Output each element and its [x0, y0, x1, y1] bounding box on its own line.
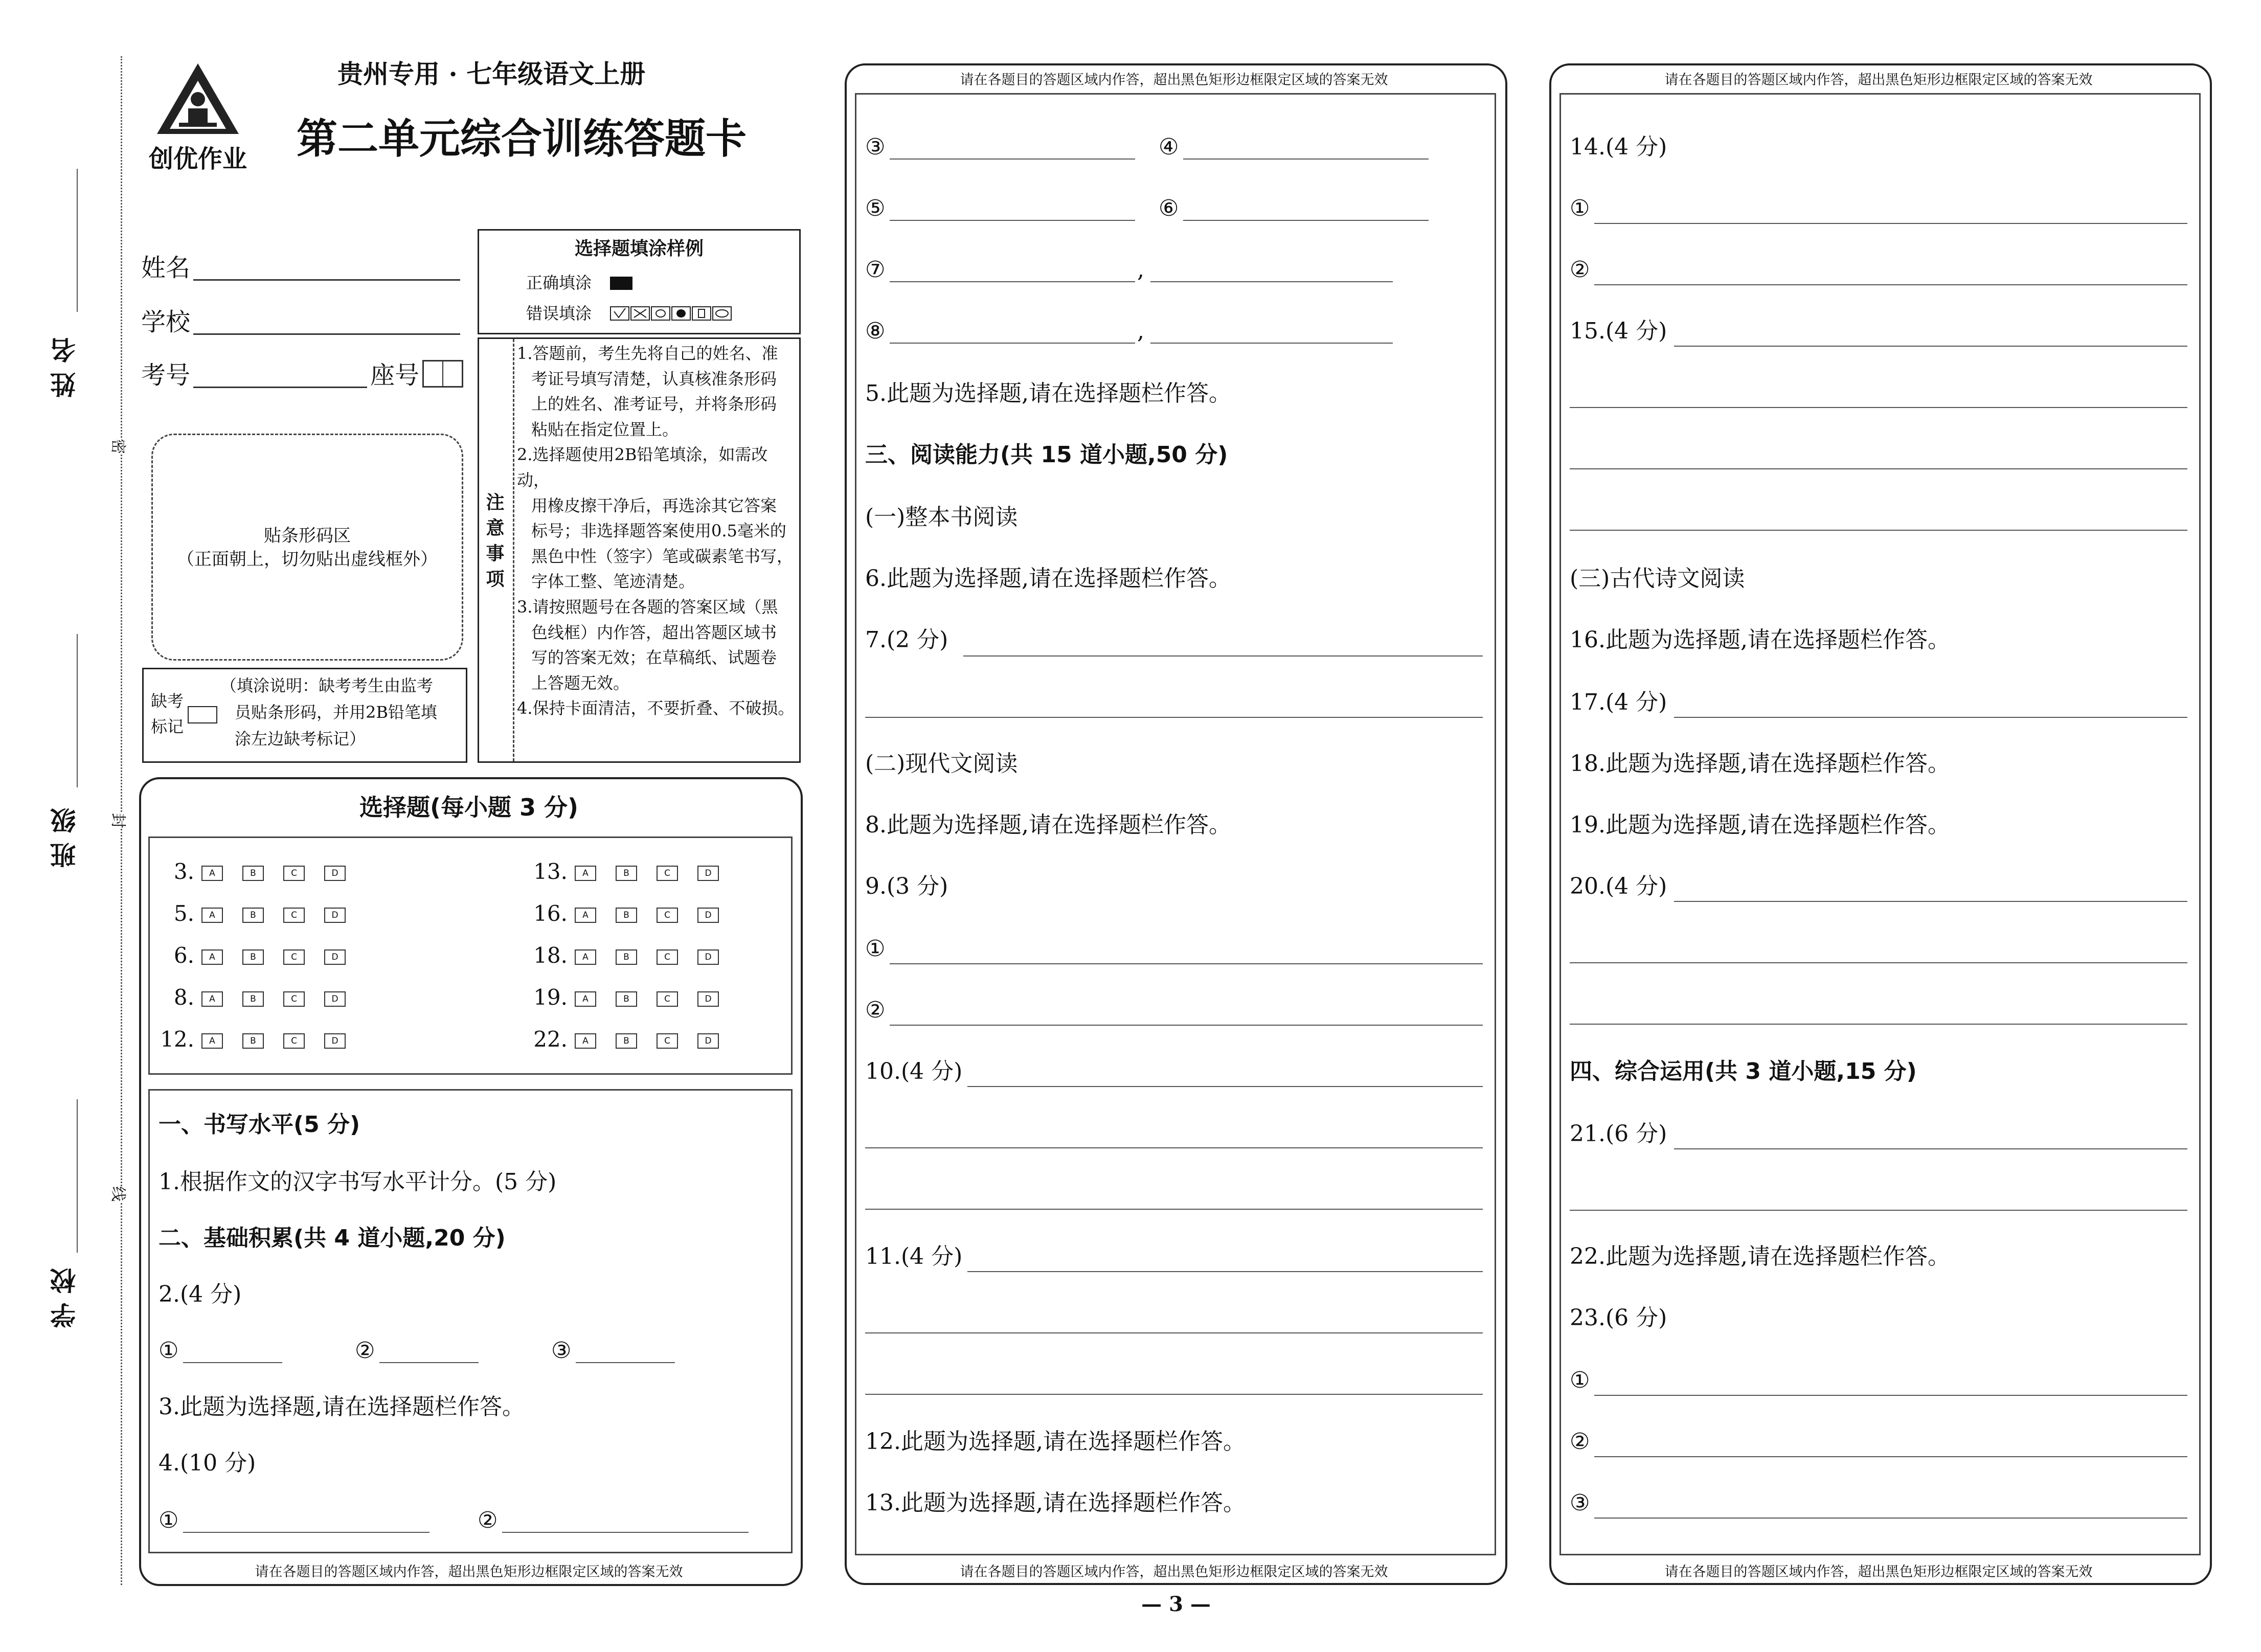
- q10-line-2[interactable]: [865, 1147, 1483, 1148]
- q14-text: 14.(4 分): [1570, 134, 1667, 160]
- choice-bubble[interactable]: A: [201, 949, 223, 965]
- q9-text: 9.(3 分): [865, 873, 948, 899]
- choice-title: 选择题(每小题 3 分): [359, 794, 579, 821]
- choice-bubble[interactable]: A: [201, 991, 223, 1007]
- choice-question-number: 13.: [533, 859, 568, 884]
- choice-bubble[interactable]: A: [575, 991, 596, 1007]
- q2-blank-1-label: ①: [159, 1338, 179, 1364]
- q22-text: 22.此题为选择题,请在选择题栏作答。: [1570, 1243, 1950, 1270]
- seal-xian: 线: [109, 1186, 127, 1202]
- section1-title: 一、书写水平(5 分): [159, 1112, 360, 1138]
- q10-line-3[interactable]: [865, 1209, 1483, 1210]
- q23-blank-1[interactable]: [1594, 1395, 2187, 1396]
- blank-5-label: ⑤: [865, 195, 886, 221]
- q21-text: 21.(6 分): [1570, 1121, 1667, 1147]
- blank-6[interactable]: [1183, 220, 1429, 221]
- q11-line-1[interactable]: [967, 1271, 1483, 1272]
- warning-header-3: 请在各题目的答题区域内作答，超出黑色矩形边框限定区域的答案无效: [1664, 72, 2093, 88]
- q4-blank-2-label: ②: [478, 1507, 498, 1533]
- choice-bubble[interactable]: A: [575, 949, 596, 965]
- choice-bubble[interactable]: C: [657, 991, 678, 1007]
- q20-line-1[interactable]: [1674, 901, 2187, 902]
- notice-line: 写的答案无效；在草稿纸、试题卷: [531, 648, 777, 668]
- fill-sample-correct-mark: [610, 277, 632, 290]
- q4-blank-2[interactable]: [502, 1532, 749, 1533]
- choice-question-number: 16.: [533, 901, 568, 926]
- q9-blank-2-label: ②: [865, 997, 886, 1023]
- choice-bubble[interactable]: B: [616, 908, 637, 923]
- choice-bubble[interactable]: D: [324, 908, 346, 923]
- choice-bubble[interactable]: B: [242, 866, 264, 881]
- choice-question-number: 5.: [173, 901, 194, 926]
- fill-sample-wrong-marks: [610, 305, 733, 322]
- q11-text: 11.(4 分): [865, 1243, 963, 1270]
- blank-8-comma: ,: [1137, 318, 1144, 344]
- barcode-area-title: 贴条形码区: [264, 526, 351, 546]
- q19-text: 19.此题为选择题,请在选择题栏作答。: [1570, 812, 1950, 838]
- choice-row: [159, 943, 365, 968]
- notice-line: 1.答题前，考生先将自己的姓名、准: [517, 344, 778, 363]
- info-exam-no-field[interactable]: [193, 387, 367, 388]
- q9-blank-1-label: ①: [865, 936, 886, 962]
- q16-text: 16.此题为选择题,请在选择题栏作答。: [1570, 627, 1950, 653]
- choice-bubble[interactable]: A: [575, 866, 596, 881]
- choice-bubble[interactable]: C: [657, 866, 678, 881]
- q14-blank-2-label: ②: [1570, 257, 1590, 283]
- q18-text: 18.此题为选择题,请在选择题栏作答。: [1570, 751, 1950, 777]
- choice-row: [532, 943, 738, 968]
- margin-name-line: [77, 169, 78, 312]
- barcode-area-note: （正面朝上，切勿贴出虚线框外）: [177, 549, 438, 570]
- blank-7-label: ⑦: [865, 257, 886, 283]
- blank-3-label: ③: [865, 134, 886, 160]
- q23-blank-2-label: ②: [1570, 1429, 1590, 1455]
- subsection3-title: (三)古代诗文阅读: [1570, 565, 1745, 592]
- q15-line-2[interactable]: [1570, 407, 2187, 408]
- q2-blank-2-label: ②: [355, 1338, 375, 1364]
- q12-text: 12.此题为选择题,请在选择题栏作答。: [865, 1429, 1246, 1455]
- choice-question-number: 12.: [160, 1027, 194, 1052]
- notice-line: 色线框）内作答，超出答题区域书: [531, 622, 777, 642]
- margin-school-label: 学 校: [50, 1268, 80, 1328]
- choice-bubble[interactable]: D: [324, 1033, 346, 1049]
- info-exam-no-label: 考号: [141, 361, 191, 390]
- choice-bubble[interactable]: D: [697, 1033, 719, 1049]
- absent-note-2: 员贴条形码，并用2B铅笔填: [235, 703, 437, 722]
- q20-text: 20.(4 分): [1570, 873, 1667, 899]
- notice-line: 考证号填写清楚，认真核准条形码: [531, 369, 777, 389]
- choice-row: [159, 1027, 365, 1052]
- page-number: — 3 —: [1141, 1592, 1211, 1616]
- q10-line-1[interactable]: [967, 1086, 1483, 1087]
- margin-name-label: 姓 名: [50, 337, 80, 398]
- notice-line: 4.保持卡面清洁，不要折叠、不破损。: [517, 698, 795, 718]
- info-seat-no-label: 座号: [370, 361, 420, 390]
- q9-blank-1[interactable]: [890, 963, 1483, 964]
- warning-footer-2: 请在各题目的答题区域内作答，超出黑色矩形边框限定区域的答案无效: [960, 1564, 1388, 1580]
- choice-bubble[interactable]: C: [283, 866, 305, 881]
- notice-line: 字体工整、笔迹清楚。: [531, 572, 695, 592]
- choice-question-number: 3.: [173, 859, 194, 884]
- choice-bubble[interactable]: C: [657, 949, 678, 965]
- choice-bubble[interactable]: A: [575, 1033, 596, 1049]
- q17-text: 17.(4 分): [1570, 689, 1667, 715]
- choice-bubble[interactable]: D: [697, 949, 719, 965]
- subsection2-title: (二)现代文阅读: [865, 751, 1018, 777]
- notice-label: 注意事项: [483, 492, 504, 595]
- choice-question-number: 19.: [533, 985, 568, 1010]
- choice-bubble[interactable]: C: [657, 1033, 678, 1049]
- q11-line-3[interactable]: [865, 1394, 1483, 1395]
- margin-class-line: [77, 634, 78, 787]
- q23-text: 23.(6 分): [1570, 1305, 1667, 1331]
- notice-label-line: [513, 339, 514, 761]
- notice-line: 标号；非选择题答案使用0.5毫米的: [531, 521, 786, 541]
- q7-text: 7.(2 分): [865, 627, 948, 653]
- blank-3[interactable]: [890, 159, 1135, 160]
- q14-blank-1-label: ①: [1570, 195, 1590, 221]
- fill-sample-wrong: 错误填涂: [526, 304, 592, 323]
- info-seat-no-box[interactable]: [422, 360, 463, 388]
- q14-blank-1[interactable]: [1594, 223, 2187, 224]
- section4-title: 四、综合运用(共 3 道小题,15 分): [1570, 1058, 1917, 1084]
- info-school-field[interactable]: [193, 333, 460, 335]
- choice-bubble[interactable]: B: [242, 1033, 264, 1049]
- blank-8-label: ⑧: [865, 318, 886, 344]
- choice-bubble[interactable]: C: [283, 1033, 305, 1049]
- choice-bubble[interactable]: A: [575, 908, 596, 923]
- absent-note-3: 涂左边缺考标记）: [235, 729, 366, 749]
- info-name-label: 姓名: [141, 254, 191, 282]
- section2-title: 二、基础积累(共 4 道小题,20 分): [159, 1225, 506, 1251]
- q11-line-2[interactable]: [865, 1332, 1483, 1333]
- absent-label-2: 标记: [151, 717, 184, 736]
- q10-text: 10.(4 分): [865, 1058, 963, 1084]
- notice-box: [478, 337, 801, 763]
- choice-bubble[interactable]: D: [697, 866, 719, 881]
- choice-row: [159, 859, 365, 884]
- choice-row: [159, 985, 365, 1010]
- q4-text: 4.(10 分): [159, 1450, 256, 1476]
- notice-content: [517, 341, 797, 721]
- choice-bubble[interactable]: D: [697, 908, 719, 923]
- choice-bubble[interactable]: D: [324, 866, 346, 881]
- choice-question-number: 18.: [533, 943, 568, 968]
- absent-label-1: 缺考: [151, 691, 184, 711]
- q14-blank-2[interactable]: [1594, 284, 2187, 285]
- choice-bubble[interactable]: D: [324, 949, 346, 965]
- subtitle: 贵州专用 · 七年级语文上册: [337, 59, 646, 89]
- choice-row: [532, 901, 738, 926]
- info-school-label: 学校: [141, 308, 191, 336]
- choice-bubble[interactable]: C: [283, 908, 305, 923]
- choice-bubble[interactable]: C: [283, 949, 305, 965]
- seal-feng: 封: [109, 813, 127, 828]
- blank-8b[interactable]: [1150, 343, 1393, 344]
- choice-question-number: 6.: [173, 943, 194, 968]
- seal-mi: 密: [109, 439, 127, 454]
- q23-blank-2[interactable]: [1594, 1456, 2187, 1457]
- choice-bubble[interactable]: B: [616, 991, 637, 1007]
- choice-row: [532, 1027, 738, 1052]
- notice-line: 3.请按照题号在各题的答案区域（黑: [517, 597, 778, 617]
- q20-line-3[interactable]: [1570, 1024, 2187, 1025]
- q7-line-2[interactable]: [865, 717, 1483, 718]
- q4-blank-1-label: ①: [159, 1507, 179, 1533]
- choice-question-number: 22.: [533, 1027, 568, 1052]
- notice-line: 上答题无效。: [531, 673, 630, 693]
- choice-bubble[interactable]: A: [201, 866, 223, 881]
- absent-note-1: （填涂说明：缺考考生由监考: [220, 676, 434, 695]
- choice-bubble[interactable]: B: [242, 908, 264, 923]
- margin-class-label: 班 级: [50, 808, 80, 868]
- absent-checkbox[interactable]: [188, 706, 217, 723]
- blank-5[interactable]: [890, 220, 1135, 221]
- logo-text: 创优作业: [148, 145, 247, 173]
- q15-text: 15.(4 分): [1570, 318, 1667, 344]
- blank-8a[interactable]: [890, 343, 1135, 344]
- choice-bubble[interactable]: C: [657, 908, 678, 923]
- blank-6-label: ⑥: [1159, 195, 1179, 221]
- page-title: 第二单元综合训练答题卡: [297, 115, 747, 163]
- q2-blank-1[interactable]: [183, 1362, 282, 1363]
- q2-blank-3[interactable]: [576, 1362, 675, 1363]
- choice-bubble[interactable]: B: [616, 866, 637, 881]
- choice-bubble[interactable]: B: [242, 949, 264, 965]
- blank-7a[interactable]: [890, 281, 1135, 282]
- choice-bubble[interactable]: B: [616, 949, 637, 965]
- q2-blank-2[interactable]: [379, 1362, 479, 1363]
- q7-line-1[interactable]: [963, 655, 1483, 657]
- q2-blank-3-label: ③: [551, 1338, 572, 1364]
- blank-7-comma: ,: [1137, 257, 1144, 283]
- q23-blank-3-label: ③: [1570, 1490, 1590, 1516]
- notice-line: 上的姓名、准考证号，并将条形码: [531, 394, 777, 414]
- warning-header-2: 请在各题目的答题区域内作答，超出黑色矩形边框限定区域的答案无效: [960, 72, 1388, 88]
- blank-4[interactable]: [1183, 159, 1429, 160]
- blank-7b[interactable]: [1150, 281, 1393, 282]
- subsection1-title: (一)整本书阅读: [865, 504, 1018, 530]
- q15-line-3[interactable]: [1570, 468, 2187, 469]
- q15-line-4[interactable]: [1570, 530, 2187, 531]
- choice-row: [159, 901, 365, 926]
- choice-bubble[interactable]: A: [201, 1033, 223, 1049]
- fill-sample-correct: 正确填涂: [526, 273, 592, 292]
- column1-box: [148, 1089, 793, 1553]
- choice-bubble[interactable]: D: [697, 991, 719, 1007]
- choice-question-number: 8.: [173, 985, 194, 1010]
- q20-line-2[interactable]: [1570, 962, 2187, 963]
- q23-blank-1-label: ①: [1570, 1367, 1590, 1393]
- q1-text: 1.根据作文的汉字书写水平计分。(5 分): [159, 1169, 557, 1195]
- q15-line-1[interactable]: [1674, 346, 2187, 347]
- warning-footer-1: 请在各题目的答题区域内作答，超出黑色矩形边框限定区域的答案无效: [255, 1564, 683, 1580]
- choice-bubble[interactable]: B: [242, 991, 264, 1007]
- info-name-field[interactable]: [193, 279, 460, 281]
- choice-bubble[interactable]: B: [616, 1033, 637, 1049]
- barcode-area[interactable]: [151, 434, 463, 661]
- q21-line-2[interactable]: [1570, 1210, 2187, 1211]
- q13-text: 13.此题为选择题,请在选择题栏作答。: [865, 1490, 1246, 1516]
- absent-box: [142, 668, 467, 763]
- choice-bubble[interactable]: C: [283, 991, 305, 1007]
- choice-bubble[interactable]: D: [324, 991, 346, 1007]
- fill-sample-title: 选择题填涂样例: [574, 238, 704, 259]
- warning-footer-3: 请在各题目的答题区域内作答，超出黑色矩形边框限定区域的答案无效: [1664, 1564, 2093, 1580]
- margin-school-line: [77, 1099, 78, 1253]
- q2-text: 2.(4 分): [159, 1281, 242, 1307]
- fill-sample-box: [478, 229, 801, 334]
- q9-blank-2[interactable]: [890, 1025, 1483, 1026]
- q6-text: 6.此题为选择题,请在选择题栏作答。: [865, 565, 1231, 592]
- notice-line: 用橡皮擦干净后，再选涂其它答案: [531, 495, 777, 515]
- notice-line: 黑色中性（签字）笔或碳素笔书写，: [531, 546, 794, 566]
- logo: [139, 62, 257, 180]
- notice-line: 2.选择题使用2B铅笔填涂，如需改动，: [517, 445, 768, 490]
- q23-blank-3[interactable]: [1594, 1518, 2187, 1519]
- q3-text: 3.此题为选择题,请在选择题栏作答。: [159, 1394, 525, 1420]
- q5-text: 5.此题为选择题,请在选择题栏作答。: [865, 380, 1231, 406]
- choice-bubble[interactable]: A: [201, 908, 223, 923]
- q4-blank-1[interactable]: [183, 1532, 429, 1533]
- blank-4-label: ④: [1159, 134, 1179, 160]
- q21-line-1[interactable]: [1674, 1148, 2187, 1149]
- q8-text: 8.此题为选择题,请在选择题栏作答。: [865, 812, 1231, 838]
- q17-line-1[interactable]: [1674, 717, 2187, 718]
- section3-title: 三、阅读能力(共 15 道小题,50 分): [865, 442, 1228, 468]
- notice-line: 粘贴在指定位置上。: [531, 419, 679, 439]
- choice-row: [532, 985, 738, 1010]
- choice-row: [532, 859, 738, 884]
